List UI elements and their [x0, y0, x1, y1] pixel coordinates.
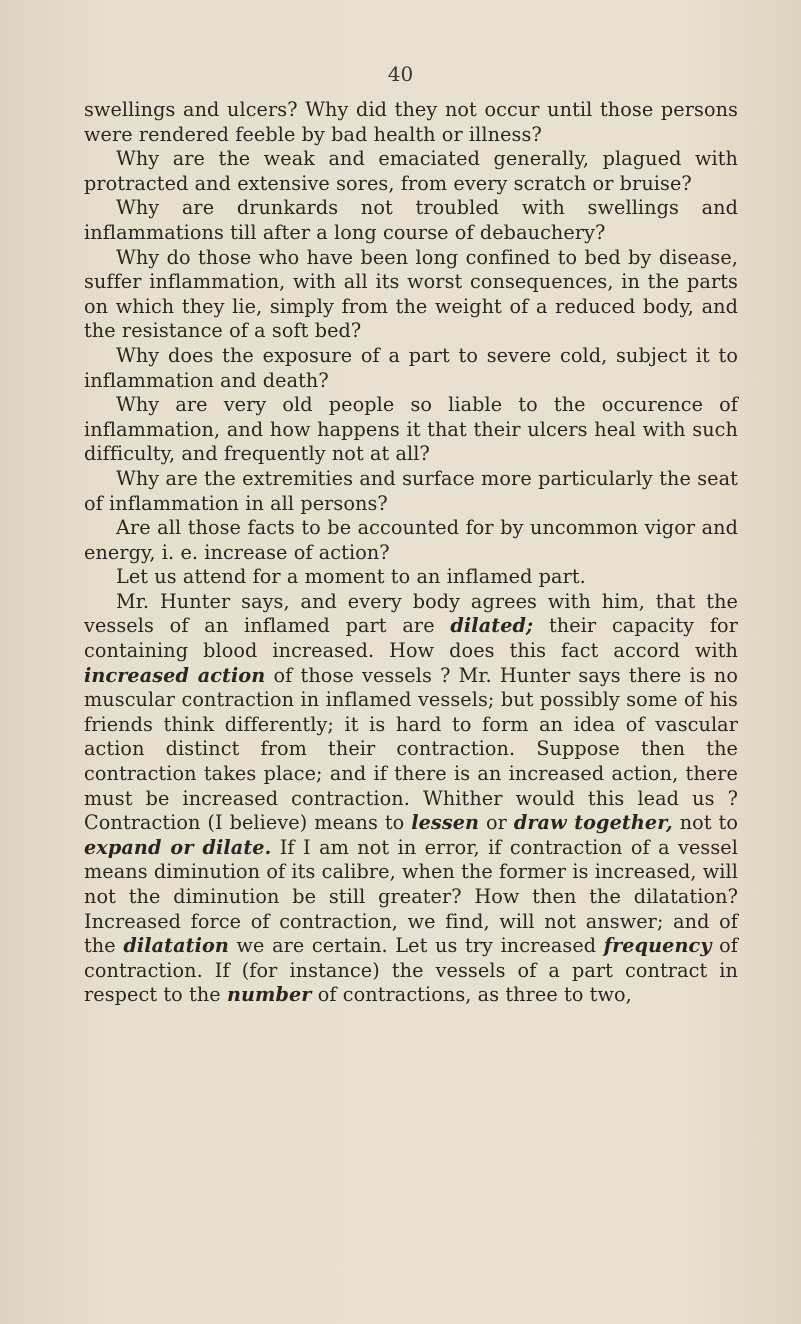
paragraph: Why does the exposure of a part to severe cold, subject it to inflammation and death? — [84, 343, 738, 392]
paragraph: swellings and ulcers? Why did they not occur until those persons were rendered feeble by bad health or illness? — [84, 98, 738, 146]
text-run: not to — [672, 811, 738, 835]
emphasis: frequency — [603, 934, 712, 958]
paragraph: Let us attend for a moment to an inflamed part. — [116, 565, 586, 589]
emphasis: dilated; — [450, 614, 534, 638]
paragraph: Are all those facts to be accounted for by uncommon vigor and energy, i. e. increase of action? — [84, 516, 738, 564]
text-run: we are certain. Let us try increased — [228, 934, 604, 958]
paragraph: Why are the extremities and surface more particularly the seat of inflammation in all persons? — [84, 466, 738, 515]
page-number: 40 — [387, 62, 414, 86]
emphasis: expand or dilate. — [84, 835, 272, 859]
paragraph-hunter — [84, 590, 738, 1008]
text-run: of contractions, as three to two, — [311, 983, 632, 1007]
text-run: their capacity for containing blood increased. How does this fact accord with — [84, 614, 738, 663]
emphasis: lessen — [411, 811, 480, 835]
text-run: of contraction. If (for instance) the vessels of a part contract in respect to the — [84, 934, 738, 1007]
emphasis: dilatation — [123, 934, 229, 958]
emphasis: draw together, — [513, 811, 673, 835]
text-run: of those vessels ? Mr. Hunter says there is no muscular contraction in inflamed vessels; but possibly some of his friends think differently; it is hard to form an idea of vascular action distinct from their contraction. Suppose then the contraction takes place; and if there is an increased action, there must be increased contraction. Whither would this lead us ? Contraction (I believe) means to — [84, 663, 738, 835]
text-run: Mr. Hunter says, and every body agrees with him, that the vessels of an inflamed part are — [84, 589, 738, 638]
emphasis: increased action — [84, 663, 266, 687]
body-text — [84, 98, 738, 1008]
paragraph: Why are drunkards not troubled with swellings and inflammations till after a long course of debauchery? — [84, 196, 738, 244]
text-run: If I am not in error, if contraction of a vessel means diminution of its calibre, when the former is increased, will not the diminution be still greater? How then the dilatation? Increased force of contraction, we find, will not answer; and of the — [84, 835, 738, 958]
paragraph: Why are very old people so liable to the occurence of inflammation, and how happens it that their ulcers heal with such difficulty, and frequently not at all? — [84, 393, 738, 466]
paragraph: Why do those who have been long confined to bed by disease, suffer inflammation, with all its worst consequences, in the parts on which they lie, simply from the weight of a reduced body, and the resistance of a soft bed? — [84, 245, 738, 343]
paragraph: Why are the weak and emaciated generally, plagued with protracted and extensive sores, from every scratch or bruise? — [84, 147, 738, 195]
emphasis: number — [226, 983, 312, 1007]
text-run: or — [479, 811, 514, 835]
